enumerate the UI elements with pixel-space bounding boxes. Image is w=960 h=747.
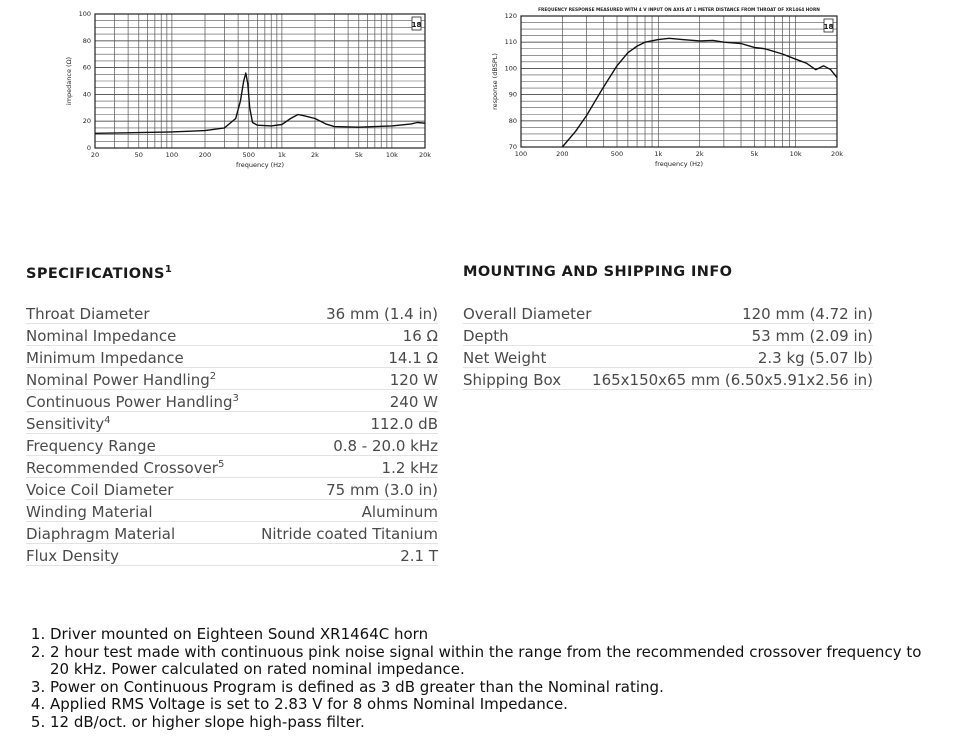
spec-label-cell (463, 302, 592, 324)
spec-row (26, 390, 438, 412)
spec-row (26, 346, 438, 368)
spec-label: Winding Material (26, 503, 153, 521)
y-tick-label: 100 (78, 10, 91, 18)
spec-label: Throat Diameter (26, 305, 150, 323)
mounting-title: MOUNTING AND SHIPPING INFO (463, 264, 733, 280)
spec-footnote-ref: 3 (232, 393, 239, 404)
spec-value: 0.8 - 20.0 kHz (251, 434, 438, 456)
specifications-title-text: SPECIFICATIONS (26, 265, 165, 282)
series-line (95, 73, 425, 133)
spec-value: 165x150x65 mm (6.50x5.91x2.56 in) (592, 368, 873, 390)
chart-title: FREQUENCY RESPONSE MEASURED WITH 4 V INPUT ON AXIS AT 1 METER DISTANCE FROM THROAT OF XR1464 HORN (538, 8, 820, 13)
spec-label-cell (26, 456, 251, 478)
spec-label: Flux Density (26, 547, 119, 565)
impedance-chart (58, 0, 438, 178)
spec-value: 36 mm (1.4 in) (251, 302, 438, 324)
spec-label: Diaphragm Material (26, 525, 176, 543)
spec-label-cell (463, 324, 592, 346)
spec-label: Recommended Crossover (26, 459, 218, 477)
spec-row (26, 324, 438, 346)
mounting-table (463, 302, 873, 390)
x-tick-label: 200 (556, 150, 569, 158)
y-tick-label: 60 (82, 63, 91, 72)
footnotes-list (26, 626, 930, 731)
x-tick-label: 1k (654, 150, 663, 158)
spec-row (26, 500, 438, 522)
y-tick-label: 80 (508, 116, 517, 125)
x-tick-label: 50 (134, 151, 143, 159)
spec-row (26, 478, 438, 500)
x-axis-label: frequency (Hz) (235, 161, 285, 169)
x-tick-label: 20 (90, 151, 100, 159)
y-tick-label: 110 (504, 38, 517, 47)
spec-label: Minimum Impedance (26, 349, 184, 367)
spec-value: 75 mm (3.0 in) (251, 478, 438, 500)
spec-value: 2.1 T (251, 544, 438, 566)
x-tick-label: 500 (610, 150, 624, 158)
spec-value: 1.2 kHz (251, 456, 438, 478)
spec-label: Frequency Range (26, 437, 156, 455)
spec-label-cell (26, 478, 251, 500)
spec-value: 120 W (251, 368, 438, 390)
footnote-item: 1. Driver mounted on Eighteen Sound XR1464C horn (50, 626, 930, 644)
spec-footnote-ref: 4 (104, 415, 111, 426)
x-tick-label: 5k (354, 151, 363, 159)
spec-value: 112.0 dB (251, 412, 438, 434)
y-tick-label: 120 (504, 12, 517, 20)
spec-row (26, 544, 438, 566)
x-tick-label: 1k (277, 151, 286, 159)
y-tick-label: 70 (508, 143, 517, 151)
specifications-table (26, 302, 438, 566)
y-tick-label: 0 (86, 144, 91, 152)
brand-logo-text: 18 (411, 21, 422, 29)
spec-row (26, 412, 438, 434)
x-tick-label: 10k (385, 151, 398, 159)
spec-label-cell (463, 368, 592, 390)
spec-label: Shipping Box (463, 371, 562, 389)
spec-value: 2.3 kg (5.07 lb) (592, 346, 873, 368)
x-tick-label: 100 (165, 151, 179, 159)
y-tick-label: 100 (504, 64, 517, 73)
spec-label-cell (26, 390, 251, 412)
spec-label: Nominal Power Handling (26, 371, 210, 389)
spec-label: Net Weight (463, 349, 547, 367)
spec-row (26, 368, 438, 390)
spec-value: Aluminum (251, 500, 438, 522)
x-tick-label: 2k (311, 151, 319, 159)
x-tick-label: 20k (830, 150, 844, 158)
x-tick-label: 10k (789, 150, 802, 158)
spec-label-cell (463, 346, 592, 368)
x-tick-label: 500 (242, 151, 255, 159)
footnote-item: 5. 12 dB/oct. or higher slope high-pass filter. (50, 714, 930, 732)
spec-label: Overall Diameter (463, 305, 592, 323)
footnote-item: 4. Applied RMS Voltage is set to 2.83 V for 8 ohms Nominal Impedance. (50, 696, 930, 714)
spec-label: Sensitivity (26, 415, 105, 433)
spec-value: 16 Ω (251, 324, 438, 346)
y-tick-label: 40 (82, 90, 91, 99)
spec-row (26, 456, 438, 478)
spec-value: 120 mm (4.72 in) (592, 302, 873, 324)
spec-label: Nominal Impedance (26, 327, 177, 345)
x-axis-label: frequency (Hz) (654, 160, 704, 168)
spec-row (463, 302, 873, 324)
spec-row (463, 368, 873, 390)
spec-row (26, 434, 438, 456)
spec-label-cell (26, 368, 251, 390)
spec-row (463, 346, 873, 368)
x-tick-label: 100 (514, 150, 528, 158)
spec-label-cell (26, 544, 251, 566)
spec-footnote-ref: 2 (209, 371, 217, 382)
spec-label-cell (26, 500, 251, 522)
y-axis-label: response (dBSPL) (491, 53, 499, 110)
spec-label: Depth (463, 327, 509, 345)
spec-row (463, 324, 873, 346)
impedance-chart-svg (58, 0, 438, 178)
x-tick-label: 2k (695, 150, 704, 158)
y-tick-label: 90 (508, 90, 517, 99)
specifications-title-note: 1 (164, 264, 173, 275)
spec-label-cell (26, 346, 251, 368)
spec-label-cell (26, 522, 251, 544)
spec-value: 14.1 Ω (251, 346, 438, 368)
spec-row (26, 302, 438, 324)
x-tick-label: 20k (418, 151, 432, 159)
y-tick-label: 20 (82, 117, 91, 126)
spec-value: 53 mm (2.09 in) (592, 324, 873, 346)
spec-label-cell (26, 302, 251, 324)
footnote-item: 2. 2 hour test made with continuous pink noise signal within the range from the recommended crossover frequency to 20 kHz. Power calculated on rated nominal impedance. (50, 644, 930, 679)
specifications-title (26, 264, 172, 282)
spec-label: Continuous Power Handling (26, 393, 233, 411)
spec-label-cell (26, 412, 251, 434)
spec-value: 240 W (251, 390, 438, 412)
spec-row (26, 522, 438, 544)
y-tick-label: 80 (82, 36, 91, 45)
frequency-response-chart-svg (486, 0, 850, 178)
brand-logo-text: 18 (823, 23, 834, 31)
frequency-response-chart (486, 0, 850, 178)
x-tick-label: 5k (750, 150, 759, 158)
spec-footnote-ref: 5 (217, 459, 225, 470)
spec-label-cell (26, 324, 251, 346)
x-tick-label: 200 (198, 151, 212, 159)
footnote-item: 3. Power on Continuous Program is defined as 3 dB greater than the Nominal rating. (50, 679, 930, 697)
spec-label: Voice Coil Diameter (26, 481, 174, 499)
y-axis-label: impedance (Ω) (65, 56, 73, 106)
spec-label-cell (26, 434, 251, 456)
spec-value: Nitride coated Titanium (251, 522, 438, 544)
